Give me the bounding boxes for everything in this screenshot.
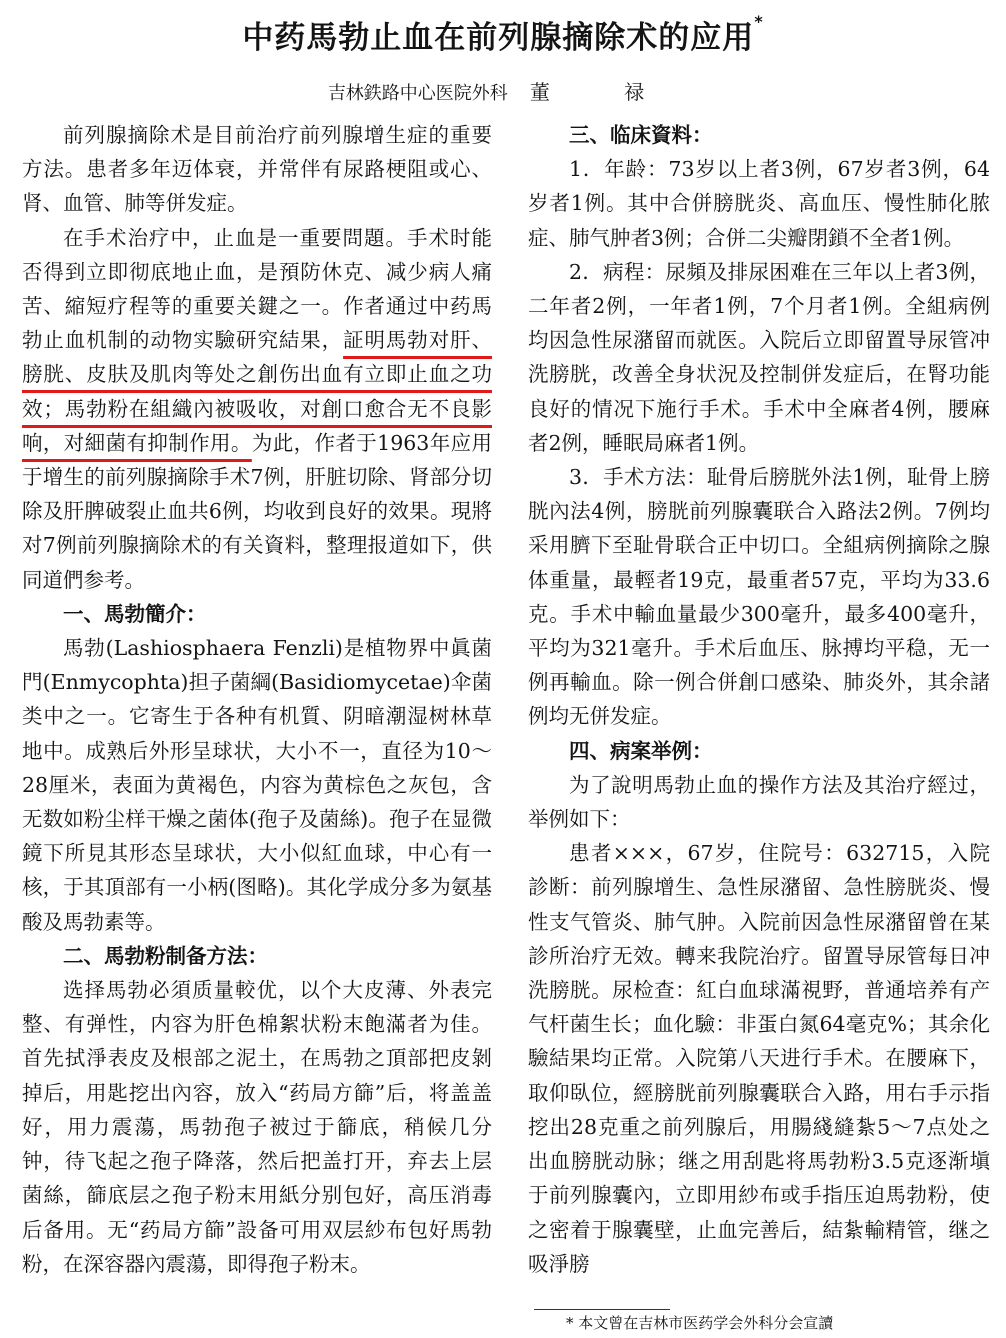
author-name: 董 禄 <box>529 80 679 104</box>
paragraph-hemostasis-text: 在手术治疗中，止血是一重要問題。手术时能否得到立即彻底地止血，是預防休克、减少病人痛苦、縮短疗程等的重要关鍵之一。作者通过中药馬勃止血机制的动物实驗研究結果， <box>22 225 492 353</box>
section-heading-4: 四、病案举例： <box>569 738 713 763</box>
author-affiliation: 吉林鉄路中心医院外科 <box>327 83 508 104</box>
paragraph-intro: 前列腺摘除术是目前治疗前列腺增生症的重要方法。患者多年迈体衰，并常伴有尿路梗阻或心、肾、血管、肺等併发症。 <box>22 123 492 216</box>
footnote: * 本文曾在吉林市医药学会外科分会宣讀 <box>566 1314 834 1332</box>
paragraph-hemostasis <box>22 221 492 597</box>
section-heading-3: 三、临床資料： <box>569 123 713 147</box>
right-column <box>528 118 990 1281</box>
section-heading-2: 二、馬勃粉制备方法： <box>63 943 268 968</box>
title-text: 中药馬勃止血在前列腺摘除术的应用 <box>242 20 755 56</box>
paragraph-puffball-intro: 馬勃(Lashiosphaera Fenzli)是植物界中眞菌門(Enmycophta)担子菌綱(Basidiomycetae)伞菌类中之一。它寄生于各种有机質、阴暗潮湿树林草地中。成熟后外形呈球状，大小不一，直径为10～28厘米，表面为黄褐色，内容为黄棕色之灰包，含无数如粉尘样干燥之菌体(孢子及菌絲)。孢子在显微鏡下所見其形态呈球状，大小似紅血球，中心有一核，于其頂部有一小柄(图略)。其化学成分多为氨基酸及馬勃素等。 <box>22 636 492 934</box>
paragraph-hemostasis-cont: 为此，作者于1963年应用于增生的前列腺摘除手术7例，肝脏切除、肾部分切除及肝脾破裂止血共6例，均收到良好的效果。現將对7例前列腺摘除术的有关資料，整理报道如下，供同道們参考。 <box>22 430 493 592</box>
left-column <box>22 118 492 1281</box>
article-title <box>0 12 1006 57</box>
paragraph-case-intro: 为了說明馬勃止血的操作方法及其治疗經过，举例如下： <box>528 772 990 832</box>
section-heading-1: 一、馬勃簡介： <box>63 601 207 626</box>
title-footnote-mark: * <box>754 12 764 31</box>
paragraph-case: 患者×××，67岁，住院号：632715，入院診断：前列腺增生、急性尿潴留、急性膀胱炎、慢性支气管炎、肺气肿。入院前因急性尿潴留曾在某診所治疗无效。轉来我院治疗。留置导尿管每日冲洗膀胱。尿检查：紅白血球滿視野，普通培养有产气杆菌生长；血化驗：非蛋白氮64毫克%；其余化驗結果均正常。入院第八天进行手术。在腰麻下，取仰臥位，經膀胱前列腺囊联合入路，用右手示指挖出28克重之前列腺后，用腸綫縫紮5～7点处之出血膀胱动脉；继之用刮匙将馬勃粉3.5克逐渐塡于前列腺囊內，立即用紗布或手指压迫馬勃粉，使之密着于腺囊壁，止血完善后，結紮輸精管，继之吸淨膀 <box>528 841 990 1276</box>
paragraph-method: 3．手术方法：耻骨后膀胱外法1例，耻骨上膀胱內法4例，膀胱前列腺囊联合入路法2例。7例均采用臍下至耻骨联合正中切口。全組病例摘除之腺体重量，最輕者19克，最重者57克，平均为33.6克。手术中輸血量最少300毫升，最多400毫升，平均为321毫升。手术后血压、脉搏均平稳，无一例再輸血。除一例合併創口感染、肺炎外，其余諸例均无併发症。 <box>528 465 990 729</box>
footnote-rule <box>534 1309 670 1310</box>
byline <box>0 76 1006 105</box>
paragraph-preparation: 选择馬勃必須质量較优，以个大皮薄、外表完整、有弹性，内容为肝色棉絮状粉末飽滿者为佳。首先拭淨表皮及根部之泥土，在馬勃之頂部把皮剝掉后，用匙挖出內容，放入“药局方篩”后，将盖盖好，用力震蕩，馬勃孢子被过于篩底，稍候几分钟，待飞起之孢子降落，然后把盖打开，弃去上层菌絲，篩底层之孢子粉末用紙分别包好，高压消毒后备用。无“药局方篩”設备可用双层紗布包好馬勃粉，在深容器內震蕩，即得孢子粉末。 <box>22 978 492 1276</box>
paragraph-course: 2．病程：尿頻及排尿困难在三年以上者3例，二年者2例，一年者1例，7个月者1例。全組病例均因急性尿潴留而就医。入院后立即留置导尿管冲洗膀胱，改善全身状況及控制併发症后，在腎功能良好的情况下施行手术。手术中全麻者4例，腰麻者2例，睡眠局麻者1例。 <box>528 259 990 455</box>
paragraph-age: 1．年龄：73岁以上者3例，67岁者3例，64岁者1例。其中合併膀胱炎、高血压、慢性肺化脓症、肺气肿者3例；合併二尖瓣閉鎖不全者1例。 <box>528 157 990 250</box>
highlighted-finding: 証明馬勃对肝、膀胱、皮肤及肌肉等处之創伤出血有立即止血之功效；馬勃粉在組織內被吸收，对創口愈合无不良影响，对細菌有抑制作用。 <box>22 328 493 455</box>
